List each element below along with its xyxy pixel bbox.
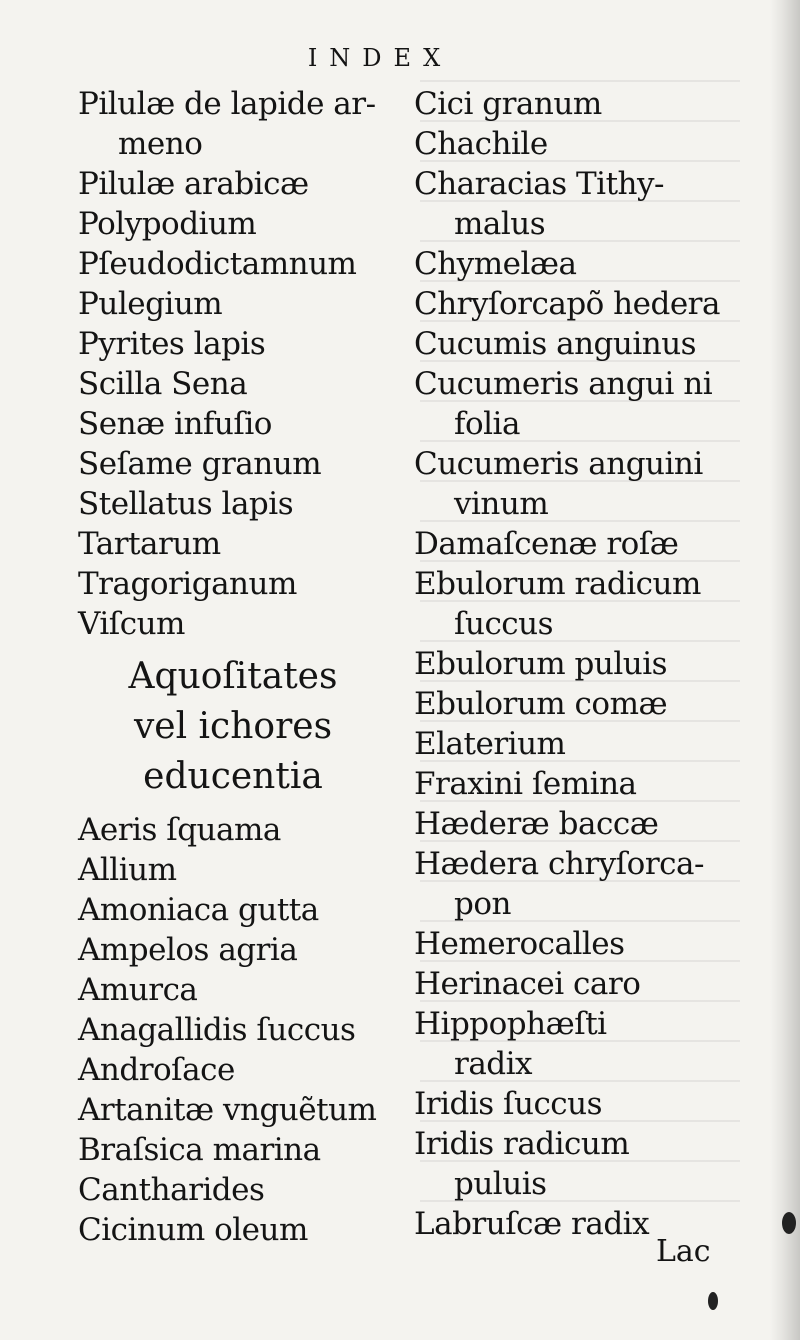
index-entry: Iridis radicum [414, 1126, 630, 1162]
index-entry: Pilulæ arabicæ [78, 166, 309, 202]
index-entry: Pilulæ de lapide ar- [78, 86, 376, 122]
section-heading [78, 652, 408, 802]
page-header: INDEX [307, 44, 453, 72]
index-entry: Damaſcenæ roſæ [414, 526, 679, 562]
index-entry: Amurca [78, 972, 198, 1008]
right-column-entries [414, 84, 744, 1244]
index-entry: Ebulorum radicum [414, 566, 701, 602]
right-column [414, 84, 744, 1244]
index-entry: Senæ infuſio [78, 406, 272, 442]
index-entry: Anagallidis ſuccus [78, 1012, 356, 1048]
left-column [78, 84, 408, 1250]
index-entry: Elaterium [414, 726, 566, 762]
index-entry: Seſame granum [78, 446, 322, 482]
index-entry: Aeris ſquama [78, 812, 281, 848]
ink-blot [708, 1292, 718, 1310]
index-entry: Iridis ſuccus [414, 1086, 603, 1122]
index-entry: Allium [78, 852, 177, 888]
index-entry: Fraxini ſemina [414, 766, 637, 802]
section-heading-line: Aquoſitates [128, 656, 338, 697]
index-entry: ſuccus [454, 606, 554, 642]
index-entry: Cantharides [78, 1172, 265, 1208]
index-entry: Chymelæa [414, 246, 577, 282]
index-entry: Ebulorum comæ [414, 686, 668, 722]
index-entry: Cucumeris anguini [414, 446, 703, 482]
index-entry: Hippophæſti [414, 1006, 607, 1042]
index-entry: pon [454, 886, 511, 922]
left-column-entries [78, 84, 408, 644]
section-heading-line: educentia [143, 756, 323, 797]
index-entry: Herinacei caro [414, 966, 641, 1002]
ink-blot [782, 1212, 796, 1234]
index-entry: Artanitæ vnguẽtum [78, 1092, 377, 1128]
section-heading-line: vel ichores [133, 706, 333, 747]
index-entry: Scilla Sena [78, 366, 248, 402]
index-entry: Cicinum oleum [78, 1212, 308, 1248]
index-entry: puluis [454, 1166, 547, 1202]
index-entry: Cucumeris angui ni [414, 366, 713, 402]
index-entry: Viſcum [78, 606, 185, 642]
index-entry: radix [454, 1046, 533, 1082]
index-entry: Characias Tithy- [414, 166, 664, 202]
index-entry: Amoniaca gutta [78, 892, 319, 928]
index-entry: Chachile [414, 126, 548, 162]
index-entry: folia [454, 406, 520, 442]
index-entry: vinum [454, 486, 549, 522]
index-entry: Hædera chryſorca- [414, 846, 704, 882]
index-entry: Tragoriganum [78, 566, 297, 602]
index-entry: Braſsica marina [78, 1132, 321, 1168]
index-entry: Polypodium [78, 206, 257, 242]
index-entry: Tartarum [78, 526, 221, 562]
left-column-entries-after [78, 810, 408, 1250]
index-entry: meno [118, 126, 203, 162]
page-gutter-shadow [770, 0, 800, 1340]
index-entry: Ebulorum puluis [414, 646, 668, 682]
index-entry: Chryſorcapõ hedera [414, 286, 720, 322]
index-entry: Cici granum [414, 86, 602, 122]
index-entry: malus [454, 206, 546, 242]
index-entry: Hemerocalles [414, 926, 625, 962]
index-entry: Cucumis anguinus [414, 326, 697, 362]
index-entry: Ampelos agria [78, 932, 298, 968]
index-entry: Stellatus lapis [78, 486, 294, 522]
index-entry: Pyrites lapis [78, 326, 266, 362]
catchword: Lac [656, 1234, 711, 1269]
index-entry: Pulegium [78, 286, 223, 322]
index-entry: Labruſcæ radix [414, 1206, 650, 1242]
index-entry: Hæderæ baccæ [414, 806, 659, 842]
index-entry: Pſeudodictamnum [78, 246, 357, 282]
index-entry: Androſace [78, 1052, 235, 1088]
